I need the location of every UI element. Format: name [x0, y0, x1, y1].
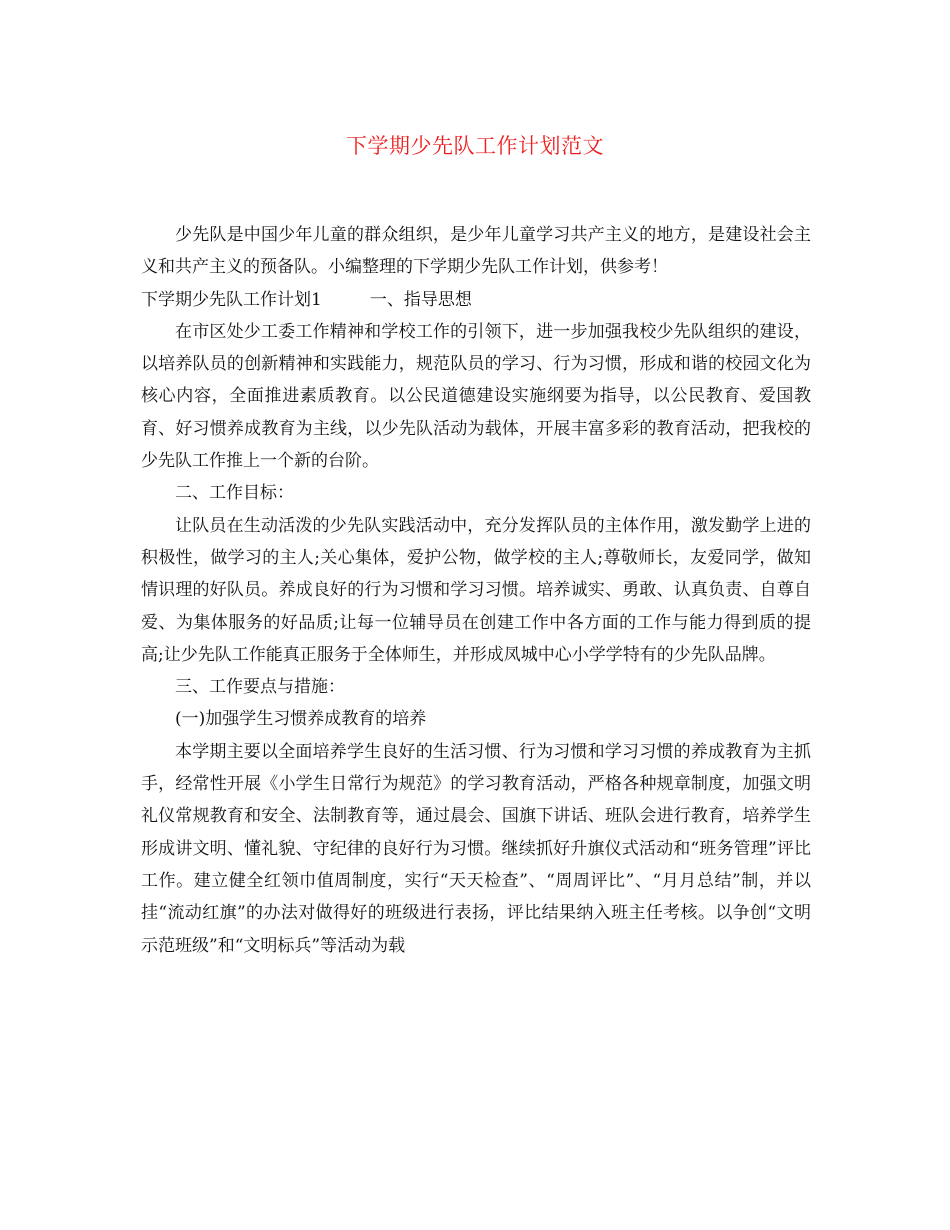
section3-heading: 三、工作要点与措施：	[175, 677, 345, 698]
section1-heading: 一、指导思想	[369, 289, 472, 310]
section2-heading: 二、工作目标：	[175, 483, 294, 504]
subsection1-heading: (一)加强学生习惯养成教育的培养	[175, 709, 427, 730]
document-body	[141, 219, 811, 962]
plan-label: 下学期少先队工作计划1	[141, 289, 322, 310]
plan-heading-line	[141, 284, 811, 316]
subsection1-body: 本学期主要以全面培养学生良好的生活习惯、行为习惯和学习习惯的养成教育为主抓手，经常性开展《小学生日常行为规范》的学习教育活动，严格各种规章制度，加强文明礼仪常规教育和安全、法制教育等，通过晨会、国旗下讲话、班队会进行教育，培养学生形成讲文明、懂礼貌、守纪律的良好行为习惯。继续抓好升旗仪式活动和“班务管理”评比工作。建立健全红领巾值周制度，实行“天天检查”、“周周评比”、“月月总结”制，并以挂“流动红旗”的办法对做得好的班级进行表扬，评比结果纳入班主任考核。以争创“文明示范班级”和“文明标兵”等活动为载	[141, 741, 811, 956]
section1-body: 在市区处少工委工作精神和学校工作的引领下，进一步加强我校少先队组织的建设，以培养队员的创新精神和实践能力，规范队员的学习、行为习惯，形成和谐的校园文化为核心内容，全面推进素质教育。以公民道德建设实施纲要为指导，以公民教育、爱国教育、好习惯养成教育为主线，以少先队活动为载体，开展丰富多彩的教育活动，把我校的少先队工作推上一个新的台阶。	[141, 321, 811, 472]
section2-body: 让队员在生动活泼的少先队实践活动中，充分发挥队员的主体作用，激发勤学上进的积极性，做学习的主人;关心集体，爱护公物，做学校的主人;尊敬师长，友爱同学，做知情识理的好队员。养成良好的行为习惯和学习习惯。培养诚实、勇敢、认真负责、自尊自爱、为集体服务的好品质;让每一位辅导员在创建工作中各方面的工作与能力得到质的提高;让少先队工作能真正服务于全体师生，并形成凤城中心小学学特有的少先队品牌。	[141, 515, 811, 665]
intro-paragraph: 少先队是中国少年儿童的群众组织，是少年儿童学习共产主义的地方，是建设社会主义和共产主义的预备队。小编整理的下学期少先队工作计划，供参考！	[141, 225, 811, 278]
document-title: 下学期少先队工作计划范文	[346, 134, 604, 158]
